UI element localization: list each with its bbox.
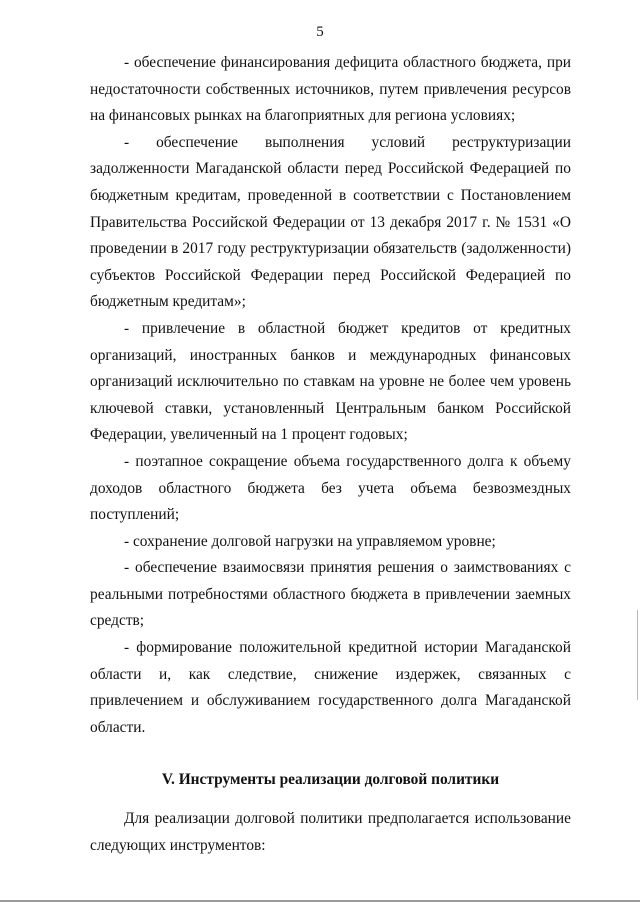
paragraph-credit-attraction: - привлечение в областной бюджет кредитов от кредитных организаций, иностранных банков и международных финансовых организаций исключительно по ставкам на уровне не более чем уровень ключевой ставки, установленный Центральным банком Российской Федерации, увеличенный на 1 процент годовых; — [90, 319, 571, 444]
document-body — [90, 50, 571, 859]
scan-edge-line — [0, 900, 640, 902]
paragraph-borrowing-decisions: - обеспечение взаимосвязи принятия решения о заимствованиях с реальными потребностями областного бюджета в привлечении заемных средств; — [90, 559, 571, 630]
section-heading: V. Инструменты реализации долговой политики — [161, 771, 500, 789]
paragraph-debt-load: - сохранение долговой нагрузки на управляемом уровне; — [124, 532, 496, 550]
paragraph-debt-reduction: - поэтапное сокращение объема государственного долга к объему доходов областного бюджета без учета объема безвозмездных поступлений; — [90, 452, 571, 524]
page-number: 5 — [316, 24, 324, 40]
paragraph-financing-deficit: - обеспечение финансирования дефицита областного бюджета, при недостаточности собственных источников, путем привлечения ресурсов на финансовых рынках на благоприятных для региона условиях; — [90, 54, 571, 125]
paragraph-restructuring-conditions: - обеспечение выполнения условий реструктуризации задолженности Магаданской области перед Российской Федерацией по бюджетным кредитам, проведенной в соответствии с Постановлением Правительства Российской Федерации от 13 декабря 2017 г. № 1531 «О проведении в 2017 году реструктуризации обязательств (задолженности) субъектов Российской Федерации перед Российской Федерацией по бюджетным кредитам»; — [90, 133, 571, 311]
scan-artifact-line — [637, 610, 638, 700]
paragraph-credit-history: - формирование положительной кредитной истории Магаданской области и, как следствие, снижение издержек, связанных с привлечением и обслуживанием государственного долга Магаданской области. — [90, 639, 571, 736]
paragraph-instruments-intro: Для реализации долговой политики предполагается использование следующих инструментов: — [90, 810, 571, 854]
